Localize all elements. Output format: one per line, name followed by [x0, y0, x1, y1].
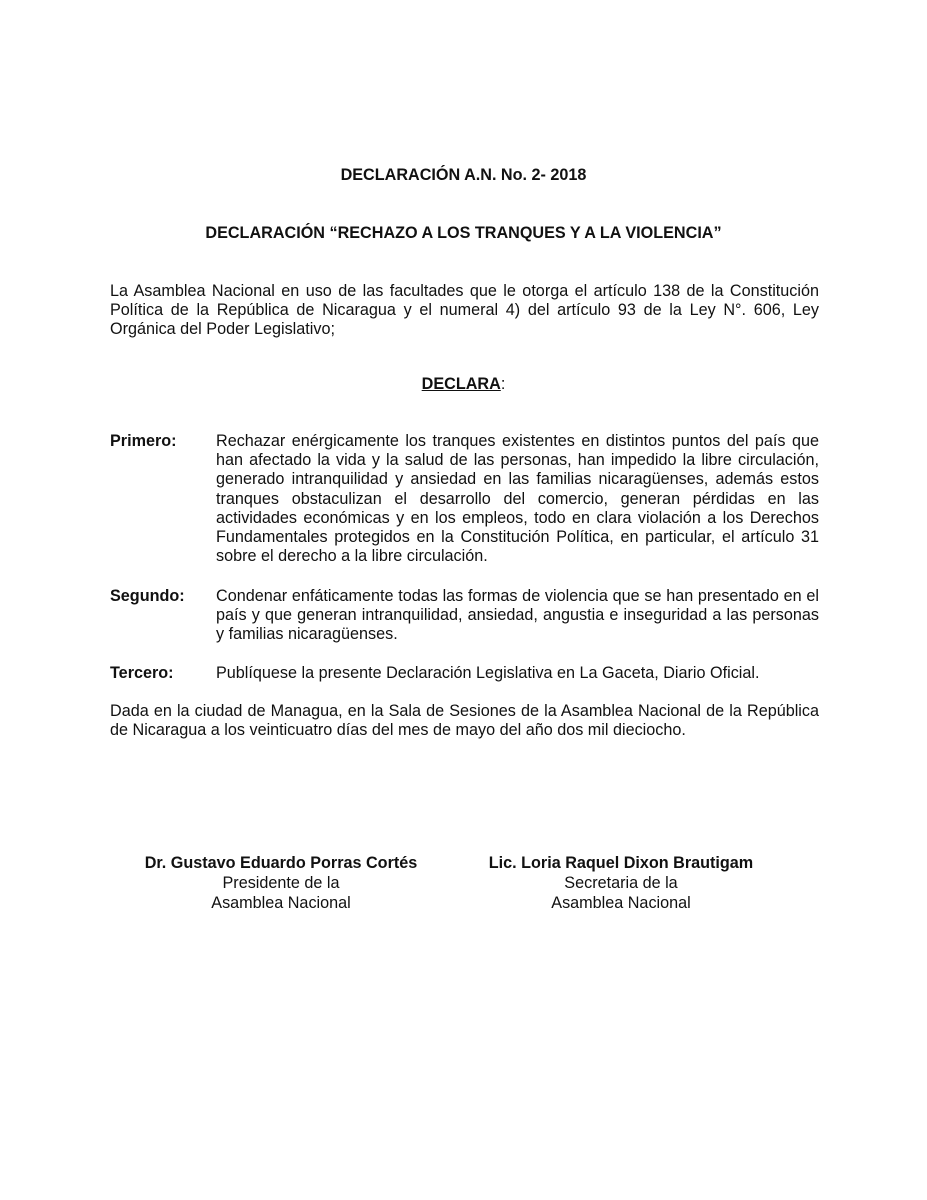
- signer-role-line: Presidente de la: [222, 874, 340, 892]
- document-subtitle: DECLARACIÓN “RECHAZO A LOS TRANQUES Y A LA VIOLENCIA”: [205, 224, 722, 242]
- article-label: Segundo:: [110, 587, 185, 605]
- article-primero: [110, 432, 819, 572]
- signer-name: Lic. Loria Raquel Dixon Brautigam: [488, 854, 754, 872]
- intro-paragraph: La Asamblea Nacional en uso de las facultades que le otorga el artículo 138 de la Constitución Política de la República de Nicaragua y el numeral 4) del artículo 93 de la Ley N°. 606, Ley Orgánica del Poder Legislativo;: [110, 282, 819, 339]
- signature-block-secretary: [468, 853, 774, 913]
- signer-role-line: Asamblea Nacional: [211, 894, 351, 912]
- article-text: Condenar enfáticamente todas las formas de violencia que se han presentado en el país y que generan intranquilidad, ansiedad, angustia e inseguridad a las personas y familias nicaragüenses.: [216, 587, 819, 644]
- signer-role-line: Asamblea Nacional: [551, 894, 691, 912]
- article-segundo: [110, 587, 819, 647]
- article-text: Rechazar enérgicamente los tranques existentes en distintos puntos del país que han afectado la vida y la salud de las personas, han impedido la libre circulación, generado intranquilidad y ansiedad en las familias nicaragüenses, además estos tranques obstaculizan el desarrollo del comercio, generan pérdidas en las actividades económicas y en los empleos, todo en clara violación a los Derechos Fundamentales protegidos en la Constitución Política, en particular, el artículo 31 sobre el derecho a la libre circulación.: [216, 432, 819, 566]
- signer-role-line: Secretaria de la: [564, 874, 678, 892]
- document-title: DECLARACIÓN A.N. No. 2- 2018: [340, 166, 587, 184]
- declara-word: DECLARA: [421, 375, 501, 393]
- declara-colon: :: [500, 375, 506, 393]
- article-label: Tercero:: [110, 664, 174, 682]
- article-label: Primero:: [110, 432, 177, 450]
- article-tercero: [110, 664, 819, 686]
- declara-heading: [0, 374, 927, 394]
- closing-paragraph: Dada en la ciudad de Managua, en la Sala de Sesiones de la Asamblea Nacional de la República de Nicaragua a los veinticuatro días del mes de mayo del año dos mil dieciocho.: [110, 702, 819, 740]
- signer-name: Dr. Gustavo Eduardo Porras Cortés: [144, 854, 418, 872]
- article-text: Publíquese la presente Declaración Legislativa en La Gaceta, Diario Oficial.: [216, 664, 760, 682]
- signature-block-president: [130, 853, 432, 913]
